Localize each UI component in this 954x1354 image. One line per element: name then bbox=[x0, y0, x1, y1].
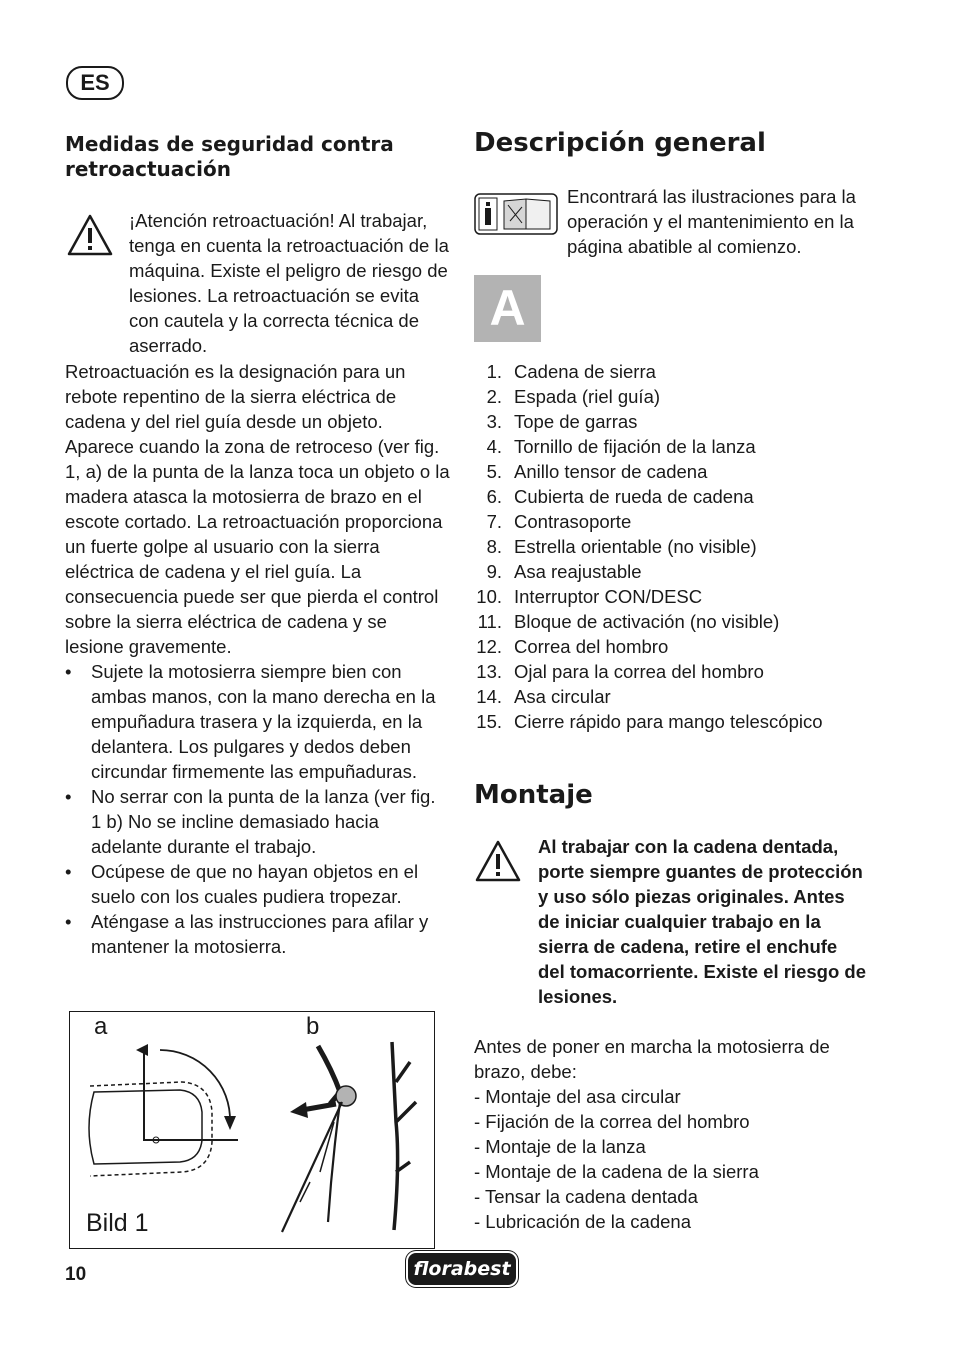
list-item: 1. Cadena de sierra bbox=[486, 361, 656, 382]
list-item: 8. Estrella orientable (no visible) bbox=[486, 536, 757, 557]
montaje-warning-text: Al trabajar con la cadena dentada, porte siempre guantes de protección y uso sólo piezas originales. Antes de iniciar cualquier trabajo en la sierra de cadena, retire el enchufe del tomacorriente. Existe el riesgo de lesiones. bbox=[538, 836, 866, 1007]
page-number: 10 bbox=[65, 1264, 87, 1285]
kickback-description: Retroactuación es la designación para un rebote repentino de la sierra eléctrica de cadena y del riel guía desde un objeto. Aparece cuando la zona de retroceso (ver fig. 1, a) de la punta de la lanza toca un objeto o la madera atasca la motosierra de brazo en el escote cortado. La retroactuación proporciona un fuerte golpe al usuario con la sierra eléctrica de cadena y el riel guía. La consecuencia puede ser que pierda el control sobre la sierra eléctrica de cadena y se lesione gravemente. bbox=[65, 361, 450, 657]
warning-triangle-icon bbox=[474, 839, 522, 883]
language-badge: ES bbox=[66, 66, 124, 100]
list-item: • No serrar con la punta de la lanza (ver fig. 1 b) No se incline demasiado hacia adelante durante el trabajo. bbox=[65, 786, 436, 857]
list-item: 5. Anillo tensor de cadena bbox=[486, 461, 708, 482]
list-item: 15. Cierre rápido para mango telescópico bbox=[476, 711, 823, 732]
general-description-heading: Descripción general bbox=[474, 128, 766, 158]
list-item: • Aténgase a las instrucciones para afilar y mantener la motosierra. bbox=[65, 911, 429, 957]
list-item: - Tensar la cadena dentada bbox=[474, 1186, 698, 1207]
kickback-warning-text: ¡Atención retroactuación! Al trabajar, tenga en cuenta la retroactuación de la máquina. Existe el peligro de riesgo de lesiones. La retroactuación se evita con cautela y la correcta técnica de aserrado. bbox=[129, 210, 449, 356]
list-item: 7. Contrasoporte bbox=[486, 511, 632, 532]
list-item: 6. Cubierta de rueda de cadena bbox=[486, 486, 754, 507]
figure-label-a: a bbox=[94, 1013, 108, 1040]
figure-label-b: b bbox=[306, 1013, 320, 1040]
list-item: - Fijación de la correa del hombro bbox=[474, 1111, 750, 1132]
list-item: - Montaje del asa circular bbox=[474, 1086, 681, 1107]
warning-triangle-icon bbox=[66, 213, 114, 257]
assembly-intro: Antes de poner en marcha la motosierra de brazo, debe: bbox=[474, 1036, 830, 1082]
brand-logo: florabest bbox=[406, 1251, 518, 1287]
figure-caption: Bild 1 bbox=[86, 1209, 149, 1237]
list-item: - Lubricación de la cadena bbox=[474, 1211, 692, 1232]
figure-a-marker: A bbox=[474, 275, 541, 342]
list-item: 9. Asa reajustable bbox=[486, 561, 642, 582]
assembly-steps bbox=[474, 1034, 874, 1234]
parts-list bbox=[474, 359, 894, 734]
list-item: 12. Correa del hombro bbox=[476, 636, 669, 657]
list-item: 14. Asa circular bbox=[476, 686, 611, 707]
kickback-heading: Medidas de seguridad contra retroactuación bbox=[65, 132, 394, 181]
list-item: 10. Interruptor CON/DESC bbox=[476, 586, 703, 607]
illustrations-note: Encontrará las ilustraciones para la operación y el mantenimiento en la página abatible al comienzo. bbox=[567, 186, 856, 257]
list-item: - Montaje de la lanza bbox=[474, 1136, 646, 1157]
info-manual-icon bbox=[474, 193, 558, 235]
list-item: 13. Ojal para la correa del hombro bbox=[476, 661, 764, 682]
list-item: 3. Tope de garras bbox=[486, 411, 638, 432]
list-item: 2. Espada (riel guía) bbox=[486, 386, 661, 407]
list-item: 4. Tornillo de fijación de la lanza bbox=[486, 436, 756, 457]
list-item: 11. Bloque de activación (no visible) bbox=[477, 611, 780, 632]
safety-bullet-list bbox=[65, 659, 450, 959]
list-item: • Ocúpese de que no hayan objetos en el suelo con los cuales pudiera tropezar. bbox=[65, 861, 419, 907]
list-item: • Sujete la motosierra siempre bien con ambas manos, con la mano derecha en la empuñadura trasera y la izquierda, en la delantera. Los pulgares y dedos deben circundar firmemente las empuñaduras. bbox=[65, 661, 436, 782]
montaje-heading: Montaje bbox=[474, 780, 593, 810]
list-item: - Montaje de la cadena de la sierra bbox=[474, 1161, 759, 1182]
